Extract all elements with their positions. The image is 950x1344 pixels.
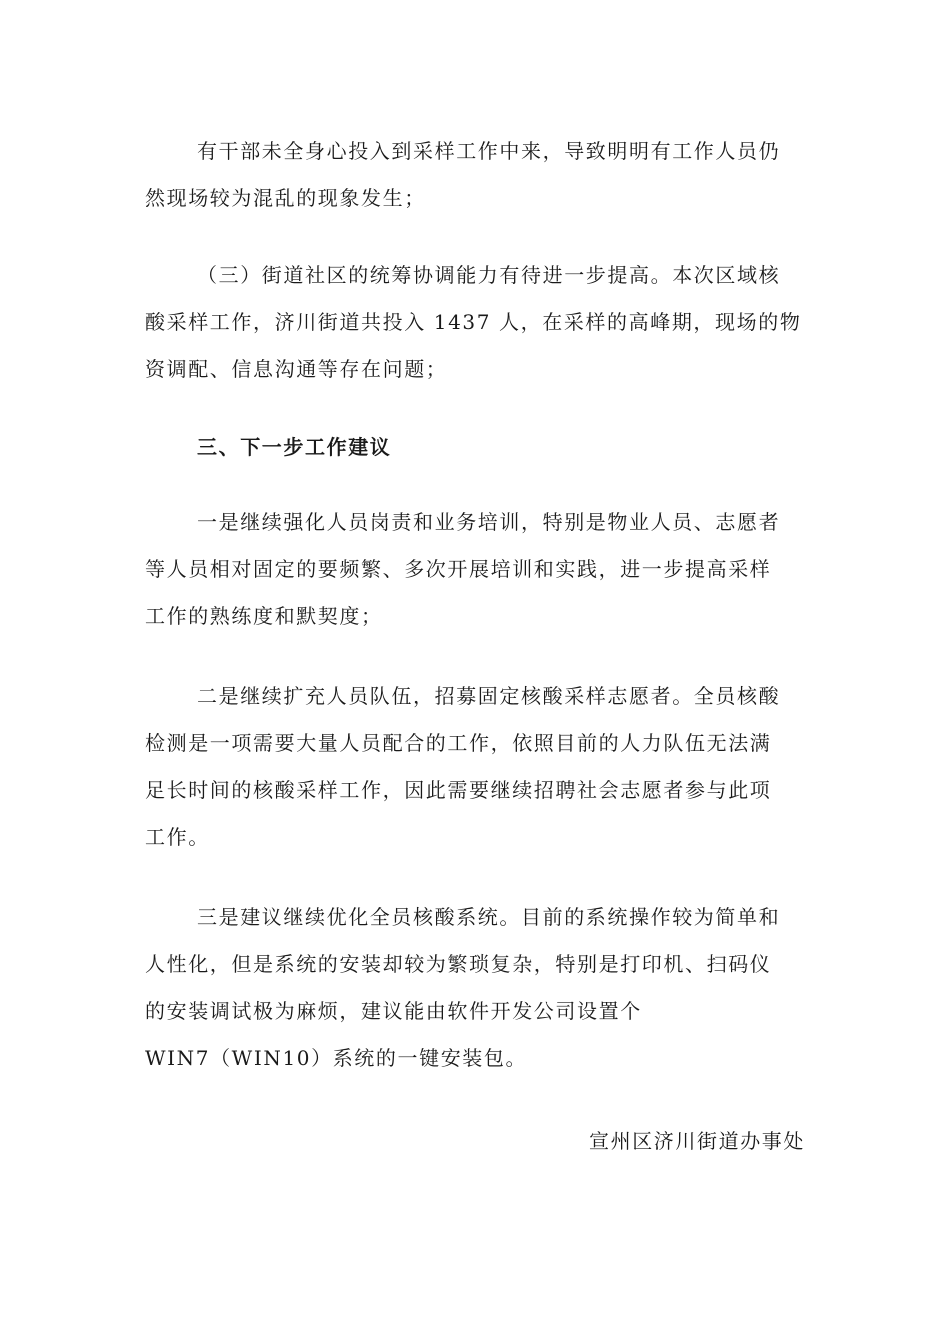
paragraph-line: 工作的熟练度和默契度； — [145, 604, 383, 628]
signature: 宣州区济川街道办事处 — [589, 1129, 805, 1153]
paragraph-line: 然现场较为混乱的现象发生； — [145, 186, 426, 210]
paragraph-line: 检测是一项需要大量人员配合的工作，依照目前的人力队伍无法满 — [145, 731, 772, 755]
paragraph-line: 人性化，但是系统的安装却较为繁琐复杂，特别是打印机、扫码仪 — [145, 952, 772, 976]
paragraph-line: 一是继续强化人员岗责和业务培训，特别是物业人员、志愿者 — [197, 510, 781, 534]
heading-text: 三、下一步工作建议 — [197, 435, 392, 459]
paragraph-line: （三）街道社区的统筹协调能力有待进一步提高。本次区域核 — [197, 263, 781, 287]
paragraph-line: 三是建议继续优化全员核酸系统。目前的系统操作较为简单和 — [197, 905, 781, 929]
section-heading — [145, 424, 805, 471]
paragraph-3 — [145, 499, 805, 640]
paragraph-4 — [145, 673, 805, 861]
paragraph-line: 酸采样工作，济川街道共投入 1437 人，在采样的高峰期，现场的物 — [145, 310, 802, 334]
paragraph-line: 足长时间的核酸采样工作，因此需要继续招聘社会志愿者参与此项 — [145, 778, 772, 802]
paragraph-1 — [145, 128, 805, 222]
paragraph-line: 等人员相对固定的要频繁、多次开展培训和实践，进一步提高采样 — [145, 557, 772, 581]
paragraph-line: 的安装调试极为麻烦，建议能由软件开发公司设置个 — [145, 999, 642, 1023]
paragraph-line: 二是继续扩充人员队伍，招募固定核酸采样志愿者。全员核酸 — [197, 684, 781, 708]
paragraph-line: WIN7（WIN10）系统的一键安装包。 — [145, 1046, 528, 1070]
paragraph-line: 资调配、信息沟通等存在问题； — [145, 357, 448, 381]
paragraph-5 — [145, 894, 805, 1082]
paragraph-line: 工作。 — [145, 825, 210, 849]
paragraph-line: 有干部未全身心投入到采样工作中来，导致明明有工作人员仍 — [197, 139, 781, 163]
paragraph-2 — [145, 252, 805, 393]
